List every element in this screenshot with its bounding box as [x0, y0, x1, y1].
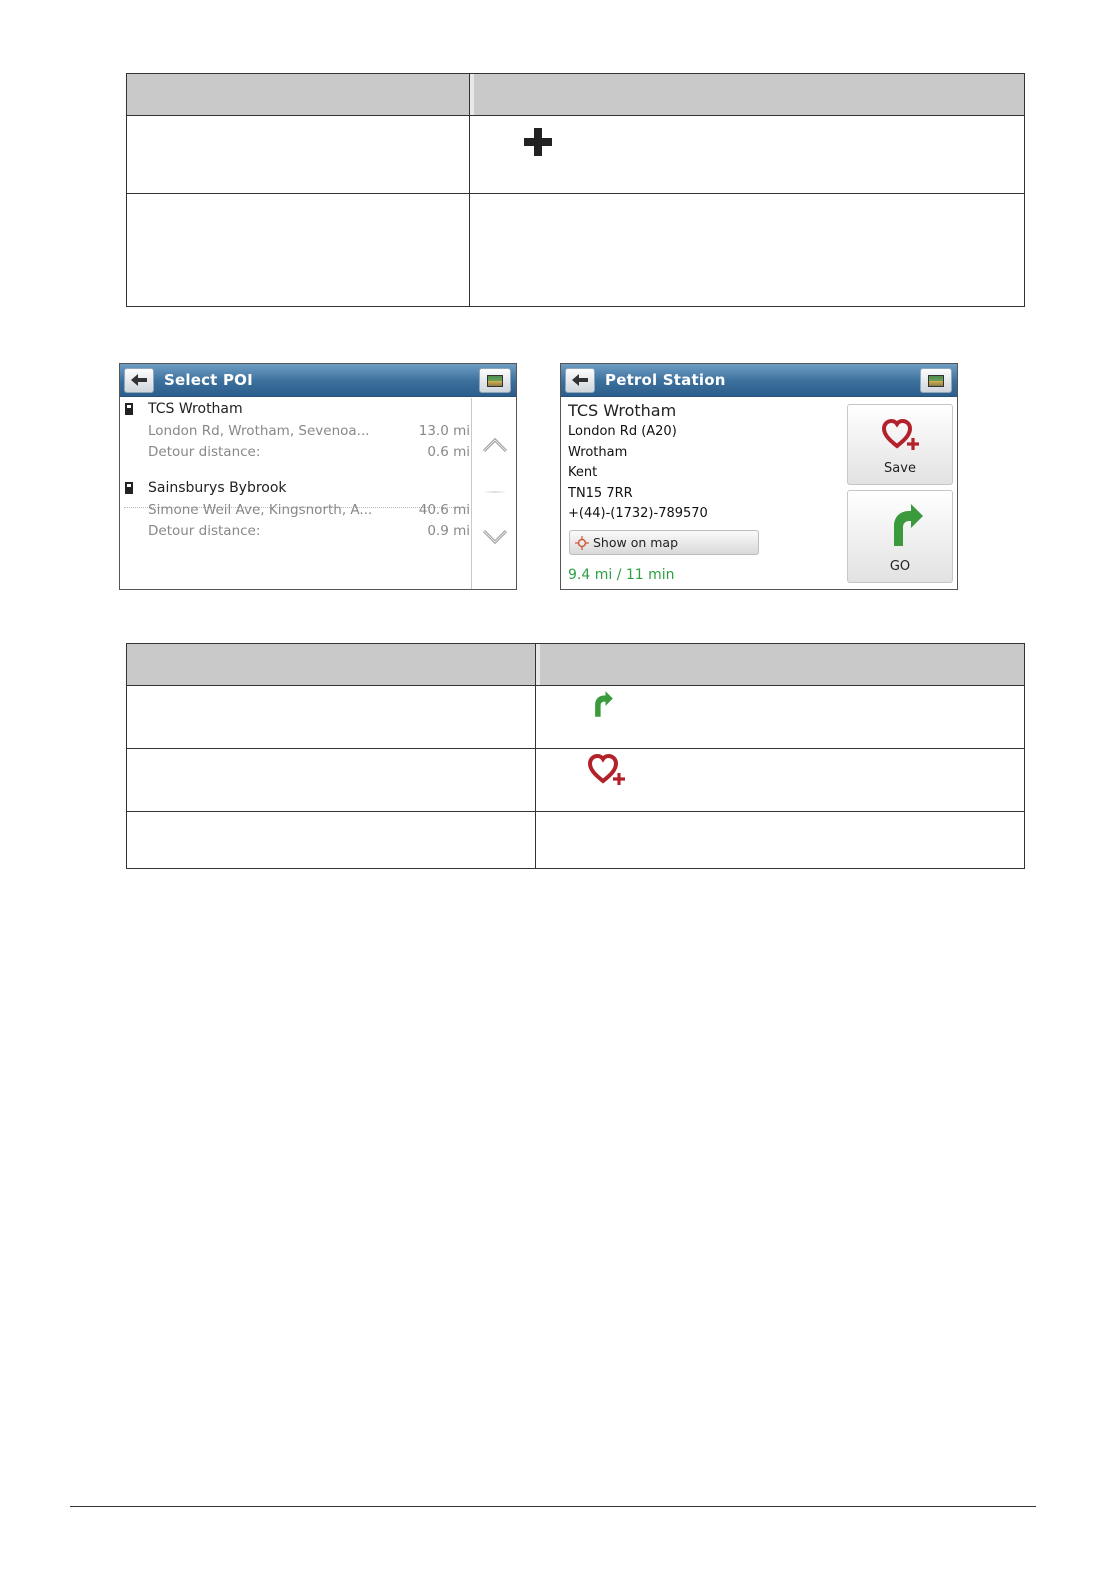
route-summary: 9.4 mi / 11 min — [568, 567, 675, 583]
save-label: Save — [884, 461, 916, 476]
poi-list — [120, 398, 470, 590]
crosshair-icon — [575, 536, 589, 550]
address-line: London Rd (A20) — [568, 424, 677, 439]
select-poi-screen — [119, 363, 517, 590]
fuel-pump-icon — [125, 403, 134, 415]
go-label: GO — [889, 559, 911, 574]
map-icon — [928, 375, 944, 387]
poi-name: Sainsburys Bybrook — [148, 480, 287, 496]
table-cell — [127, 194, 470, 307]
table-row — [127, 194, 1025, 307]
save-heart-icon — [588, 753, 628, 787]
scroll-up-icon[interactable] — [482, 436, 508, 454]
detour-label: Detour distance: — [148, 523, 261, 539]
show-on-map-label: Show on map — [593, 535, 679, 550]
footer-divider — [70, 1506, 1036, 1507]
address-line: Wrotham — [568, 444, 628, 460]
scroll-down-icon[interactable] — [482, 528, 508, 546]
table-cell — [127, 686, 536, 749]
table-cell — [127, 749, 536, 812]
save-button[interactable] — [847, 404, 953, 485]
table-cell — [127, 812, 536, 869]
show-on-map-button[interactable] — [569, 530, 759, 555]
poi-list-item[interactable] — [120, 477, 470, 585]
poi-distance: 13.0 mi — [418, 423, 470, 439]
table-row — [127, 116, 1025, 194]
table-header-row — [127, 644, 1025, 686]
phone-number: +(44)-(1732)-789570 — [568, 506, 708, 522]
go-arrow-icon — [880, 502, 924, 548]
back-button[interactable] — [124, 368, 154, 393]
address-line: TN15 7RR — [568, 485, 633, 501]
back-arrow-icon — [571, 373, 589, 387]
table-header-cell — [536, 644, 1025, 686]
doc-table-bottom — [126, 643, 1025, 869]
table-header-cell — [127, 644, 536, 686]
detour-value: 0.9 mi — [427, 523, 470, 539]
map-icon — [487, 375, 503, 387]
petrol-station-screen — [560, 363, 958, 590]
table-cell — [536, 749, 1025, 812]
screen-title: Select POI — [164, 371, 253, 389]
poi-distance: 40.6 mi — [418, 502, 470, 518]
detour-label: Detour distance: — [148, 444, 261, 460]
table-row — [127, 749, 1025, 812]
map-button[interactable] — [479, 368, 511, 393]
back-arrow-icon — [130, 373, 148, 387]
table-cell — [470, 194, 1025, 307]
address-line: Kent — [568, 465, 598, 481]
go-button[interactable] — [847, 490, 953, 583]
poi-address: Simone Weil Ave, Kingsnorth, A... — [148, 502, 373, 518]
table-cell — [536, 686, 1025, 749]
save-heart-icon — [882, 418, 922, 452]
map-button[interactable] — [920, 368, 952, 393]
scroll-column — [471, 398, 517, 590]
plus-icon — [522, 126, 554, 158]
table-row — [127, 812, 1025, 869]
poi-name: TCS Wrotham — [148, 401, 243, 417]
fuel-pump-icon — [125, 482, 134, 494]
scroll-thumb[interactable] — [483, 491, 507, 493]
poi-address: London Rd, Wrotham, Sevenoa... — [148, 423, 370, 439]
table-header-cell — [127, 74, 470, 116]
table-cell — [536, 812, 1025, 869]
screen-title: Petrol Station — [605, 371, 726, 389]
go-arrow-icon — [586, 690, 614, 718]
doc-table-top — [126, 73, 1025, 307]
title-bar — [120, 364, 516, 397]
table-cell — [127, 116, 470, 194]
table-cell — [470, 116, 1025, 194]
table-header-cell — [470, 74, 1025, 116]
title-bar — [561, 364, 957, 397]
table-header-row — [127, 74, 1025, 116]
poi-name: TCS Wrotham — [568, 401, 677, 420]
poi-details — [568, 400, 848, 525]
detour-value: 0.6 mi — [427, 444, 470, 460]
table-row — [127, 686, 1025, 749]
back-button[interactable] — [565, 368, 595, 393]
